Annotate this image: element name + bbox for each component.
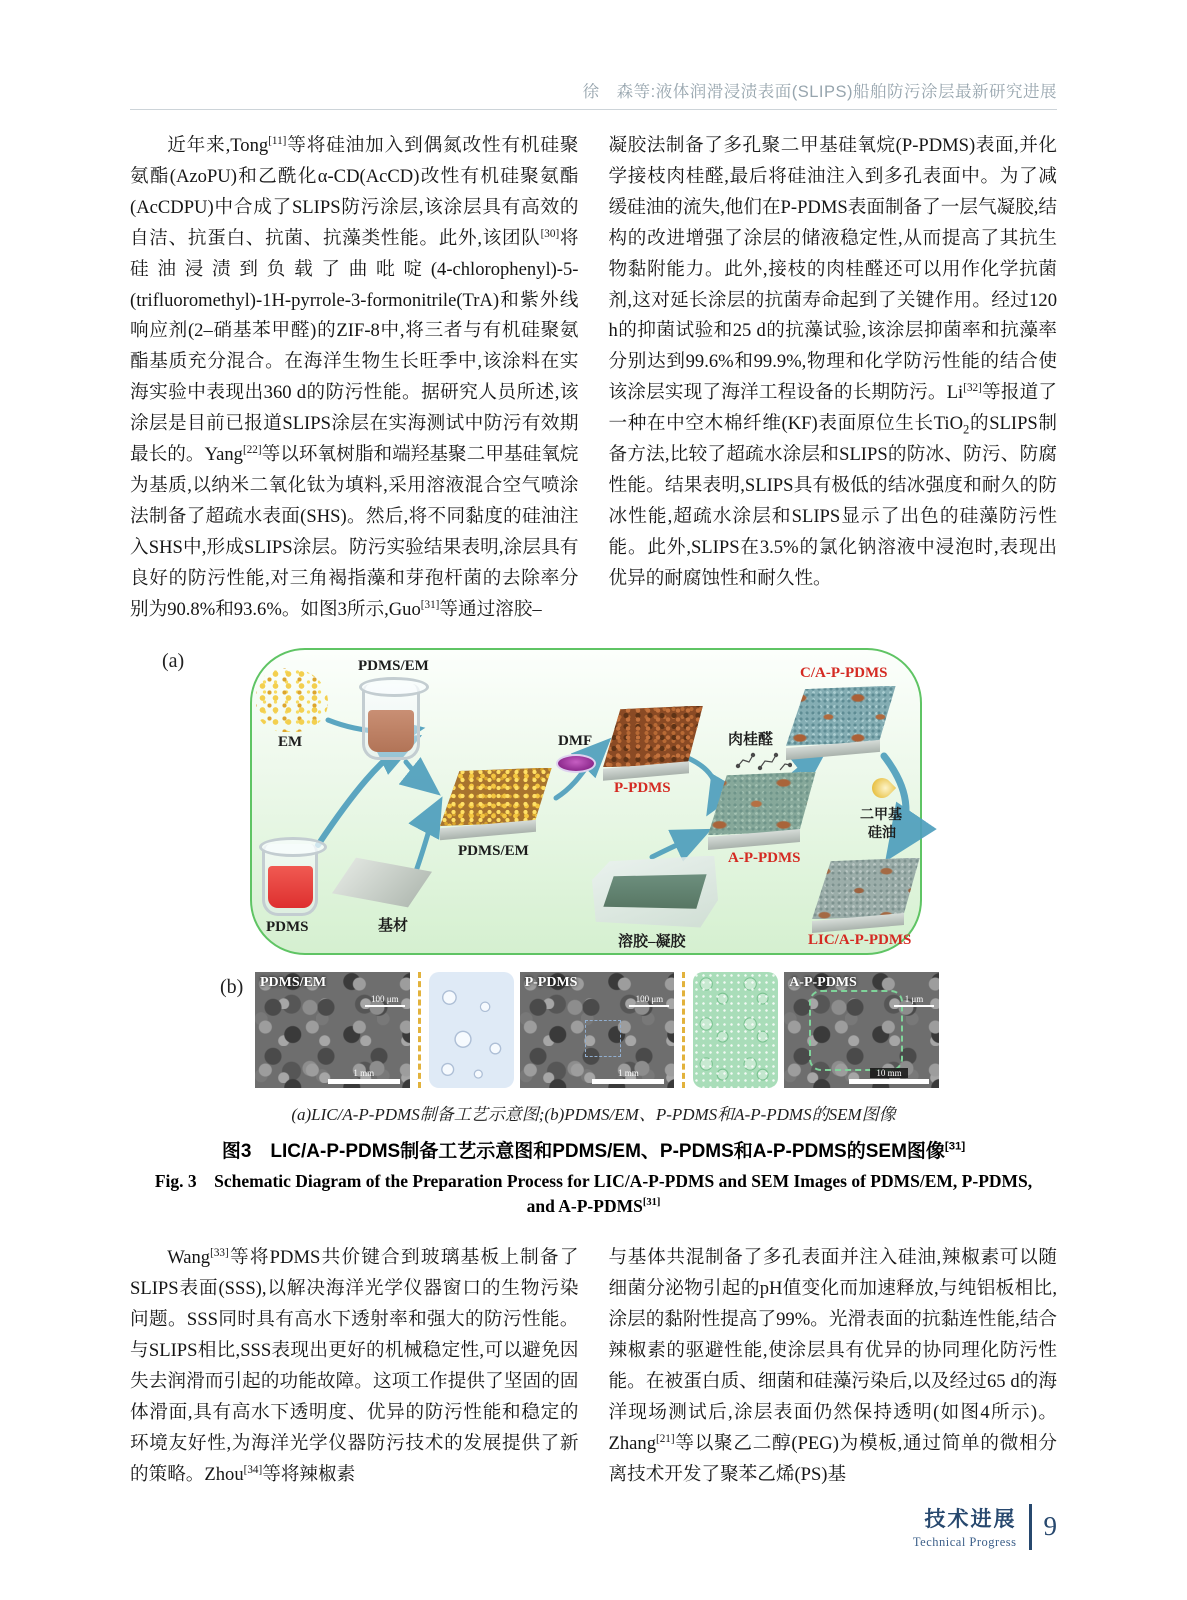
footer-divider — [1029, 1504, 1032, 1550]
column-right-top — [609, 131, 1058, 626]
paragraph: Wang[33]等将PDMS共价键合到玻璃基板上制备了SLIPS表面(SSS),以解决海洋光学仪器窗口的生物污染问题。SSS同时具有高水下透射率和强大的防污性能。与SLIPS相比,SSS表现出更好的机械稳定性,可以避免因失去润滑而引起的功能故障。这项工作提供了坚固的固体滑面,具有高水下透明度、优异的防污性能和稳定的环境友好性,为海洋光学仪器防污技术的发展提供了新的策略。Zhou[34]等将辣椒素 — [130, 1247, 579, 1485]
sol-gel-label: 溶胶–凝胶 — [618, 933, 686, 950]
paragraph: 凝胶法制备了多孔聚二甲基硅氧烷(P-PDMS)表面,并化学接枝肉桂醛,最后将硅油注入到多孔表面中。为了减缓硅油的流失,他们在P-PDMS表面制备了一层气凝胶,结构的改进增强了涂层的储液稳定性,从而提高了其抗生物黏附能力。此外,接枝的肉桂醛还可以用作化学抗菌剂,这对延长涂层的抗菌寿命起到了关键作用。经过120 h的抑菌试验和25 d的抗藻试验,该涂层抑菌率和抗藻率分别达到99.6%和99.9%,物理和化学防污性能的结合使该涂层实现了海洋工程设备的长期防污。Li[32]等报道了一种在中空木棉纤维(KF)表面原位生长TiO$_2$的SLIPS制备方法,比较了超疏水涂层和SLIPS的防冰、防污、防腐性能。结果表明,SLIPS具有极低的结冰强度和耐久的防冰性能,超疏水涂层和SLIPS显示了出色的硅藻防污性能。此外,SLIPS在3.5%的氯化钠溶液中浸泡时,表现出优异的耐腐蚀性和耐久性。 — [608, 135, 1057, 589]
paragraph: 近年来,Tong[11]等将硅油加入到偶氮改性有机硅聚氨酯(AzoPU)和乙酰化α-CD(AcCD)改性有机硅聚氨酯(AcCDPU)中合成了SLIPS防污涂层,该涂层具有高效的自洁、抗蛋白、抗菌、抗藻类性能。此外,该团队[30]将硅油浸渍到负载了曲吡啶(4-chlorophenyl)-5-(trifluoromethyl)-1H-pyrrole-3-formonitrile(TrA)和紫外线响应剂(2–硝基苯甲醛)的ZIF-8中,将三者与有机硅聚氨酯基质充分混合。在海洋生物生长旺季中,该涂料在实海实验中表现出360 d的防污性能。据研究人员所述,该涂层是目前已报道SLIPS涂层在实海测试中防污有效期最长的。Yang[22]等以环氧树脂和端羟基聚二甲基硅氧烷为基质,以纳米二氧化钛为填料,采用溶液混合空气喷涂法制备了超疏水表面(SHS)。然后,将不同黏度的硅油注入SHS中,形成SLIPS涂层。防污实验结果表明,涂层具有良好的防污性能,对三角褐指藻和芽孢杆菌的去除率分别为90.8%和93.6%。如图3所示,Guo[31]等通过溶胶– — [130, 134, 579, 620]
footer-section-en: Technical Progress — [912, 1535, 1017, 1549]
c-a-p-pdms-label: C/A-P-PDMS — [800, 664, 888, 681]
pdms-label: PDMS — [266, 918, 309, 935]
column-right-bottom — [609, 1243, 1058, 1490]
running-head: 徐 森等:液体润滑浸渍表面(SLIPS)船舶防污涂层最新研究进展 — [582, 83, 1057, 101]
figure-caption-cn: 图3 LIC/A-P-PDMS制备工艺示意图和PDMS/EM、P-PDMS和A-P-PDMS的SEM图像[31] — [221, 1140, 966, 1162]
column-left-bottom — [130, 1243, 579, 1490]
dmf-dish-illustration — [556, 754, 596, 773]
dashed-divider — [418, 972, 421, 1088]
figure-panel-a — [162, 642, 940, 964]
dashed-divider — [682, 972, 685, 1088]
c-a-p-pdms-illustration — [786, 686, 898, 756]
columns-bottom — [130, 1243, 1057, 1490]
sem1-label: PDMS/EM — [260, 974, 327, 990]
beaker-pdms-em-label: PDMS/EM — [358, 657, 429, 674]
a-p-pdms-label: A-P-PDMS — [728, 849, 801, 866]
molecule-icons — [734, 750, 792, 774]
figure-caption-en-line2: and A-P-PDMS[31] — [526, 1195, 661, 1216]
sem2-label: P-PDMS — [524, 974, 578, 990]
sem3-scalebar-bottom: 10 mm — [849, 1068, 929, 1084]
sem2-scalebar-bottom: 1 mm — [592, 1068, 664, 1084]
paragraph: 与基体共混制备了多孔表面并注入硅油,辣椒素可以随细菌分泌物引起的pH值变化而加速释放,与纯铝板相比,涂层的黏附性提高了99%。光滑表面的抗黏连性能,结合辣椒素的驱避性能,使涂层具有优异的协同理化防污性能。在被蛋白质、细菌和硅藻污染后,以及经过65 d的海洋现场测试后,涂层表面仍然保持透明(如图4所示)。Zhang[21]等以聚乙二醇(PEG)为模板,通过简单的微相分离技术开发了聚苯乙烯(PS)基 — [608, 1247, 1057, 1485]
cinnamaldehyde-label: 肉桂醛 — [728, 731, 774, 748]
beaker-pdms-em — [362, 684, 420, 760]
oil-label-line2: 硅油 — [868, 825, 896, 841]
sem1-scalebar-top: 100 μm — [365, 994, 405, 1008]
em-label: EM — [278, 733, 303, 750]
sol-gel-tray-illustration — [592, 856, 718, 928]
figure-3 — [130, 642, 1057, 1078]
footer-section — [913, 1503, 1017, 1550]
pdms-em-surface-illustration — [440, 768, 554, 836]
beaker-pdms — [262, 844, 318, 916]
sem-image-p-pdms — [520, 972, 675, 1088]
aerogel-structure-schematic — [693, 972, 778, 1088]
oil-label-line1: 二甲基 — [860, 807, 902, 823]
pdms-em-surface-label: PDMS/EM — [458, 842, 529, 859]
figure-panel-b — [130, 968, 1057, 1090]
p-pdms-label: P-PDMS — [614, 779, 671, 796]
column-left-top — [130, 131, 579, 626]
sem3-label: A-P-PDMS — [789, 974, 857, 990]
lic-a-p-pdms-illustration — [812, 858, 922, 930]
sem2-roi-box — [585, 1020, 621, 1057]
sem2-scalebar-top: 100 μm — [629, 994, 669, 1008]
a-p-pdms-illustration — [708, 772, 818, 846]
figure-caption-en-line1: Fig. 3 Schematic Diagram of the Preparation Process for LIC/A-P-PDMS and SEM Images of PDMS/EM, P-PDMS, — [154, 1170, 1033, 1191]
figure-subcaption: (a)LIC/A-P-PDMS制备工艺示意图;(b)PDMS/EM、P-PDMS和A-P-PDMS的SEM图像 — [291, 1104, 896, 1124]
sem-image-pdms-em — [255, 972, 410, 1088]
lic-a-p-pdms-label: LIC/A-P-PDMS — [808, 931, 912, 948]
figure-caption-en — [130, 1169, 1057, 1220]
page-number: 9 — [1043, 1511, 1057, 1541]
sem-image-a-p-pdms — [784, 972, 939, 1088]
substrate-label: 基材 — [378, 917, 409, 934]
sem1-scalebar-bottom: 1 mm — [328, 1068, 400, 1084]
porous-structure-schematic — [429, 972, 514, 1088]
dmf-label: DMF — [558, 732, 593, 749]
p-pdms-illustration — [603, 706, 705, 778]
sem3-roi-box — [809, 990, 903, 1071]
sem3-scalebar-top: 1 μm — [894, 994, 934, 1008]
footer-section-cn: 技术进展 — [924, 1508, 1017, 1531]
header-rule — [130, 109, 1057, 110]
sem-row — [255, 972, 939, 1088]
columns-top — [130, 131, 1057, 626]
panel-b-tag: (b) — [220, 975, 244, 998]
page-footer — [913, 1503, 1057, 1550]
panel-a-tag: (a) — [162, 649, 185, 672]
